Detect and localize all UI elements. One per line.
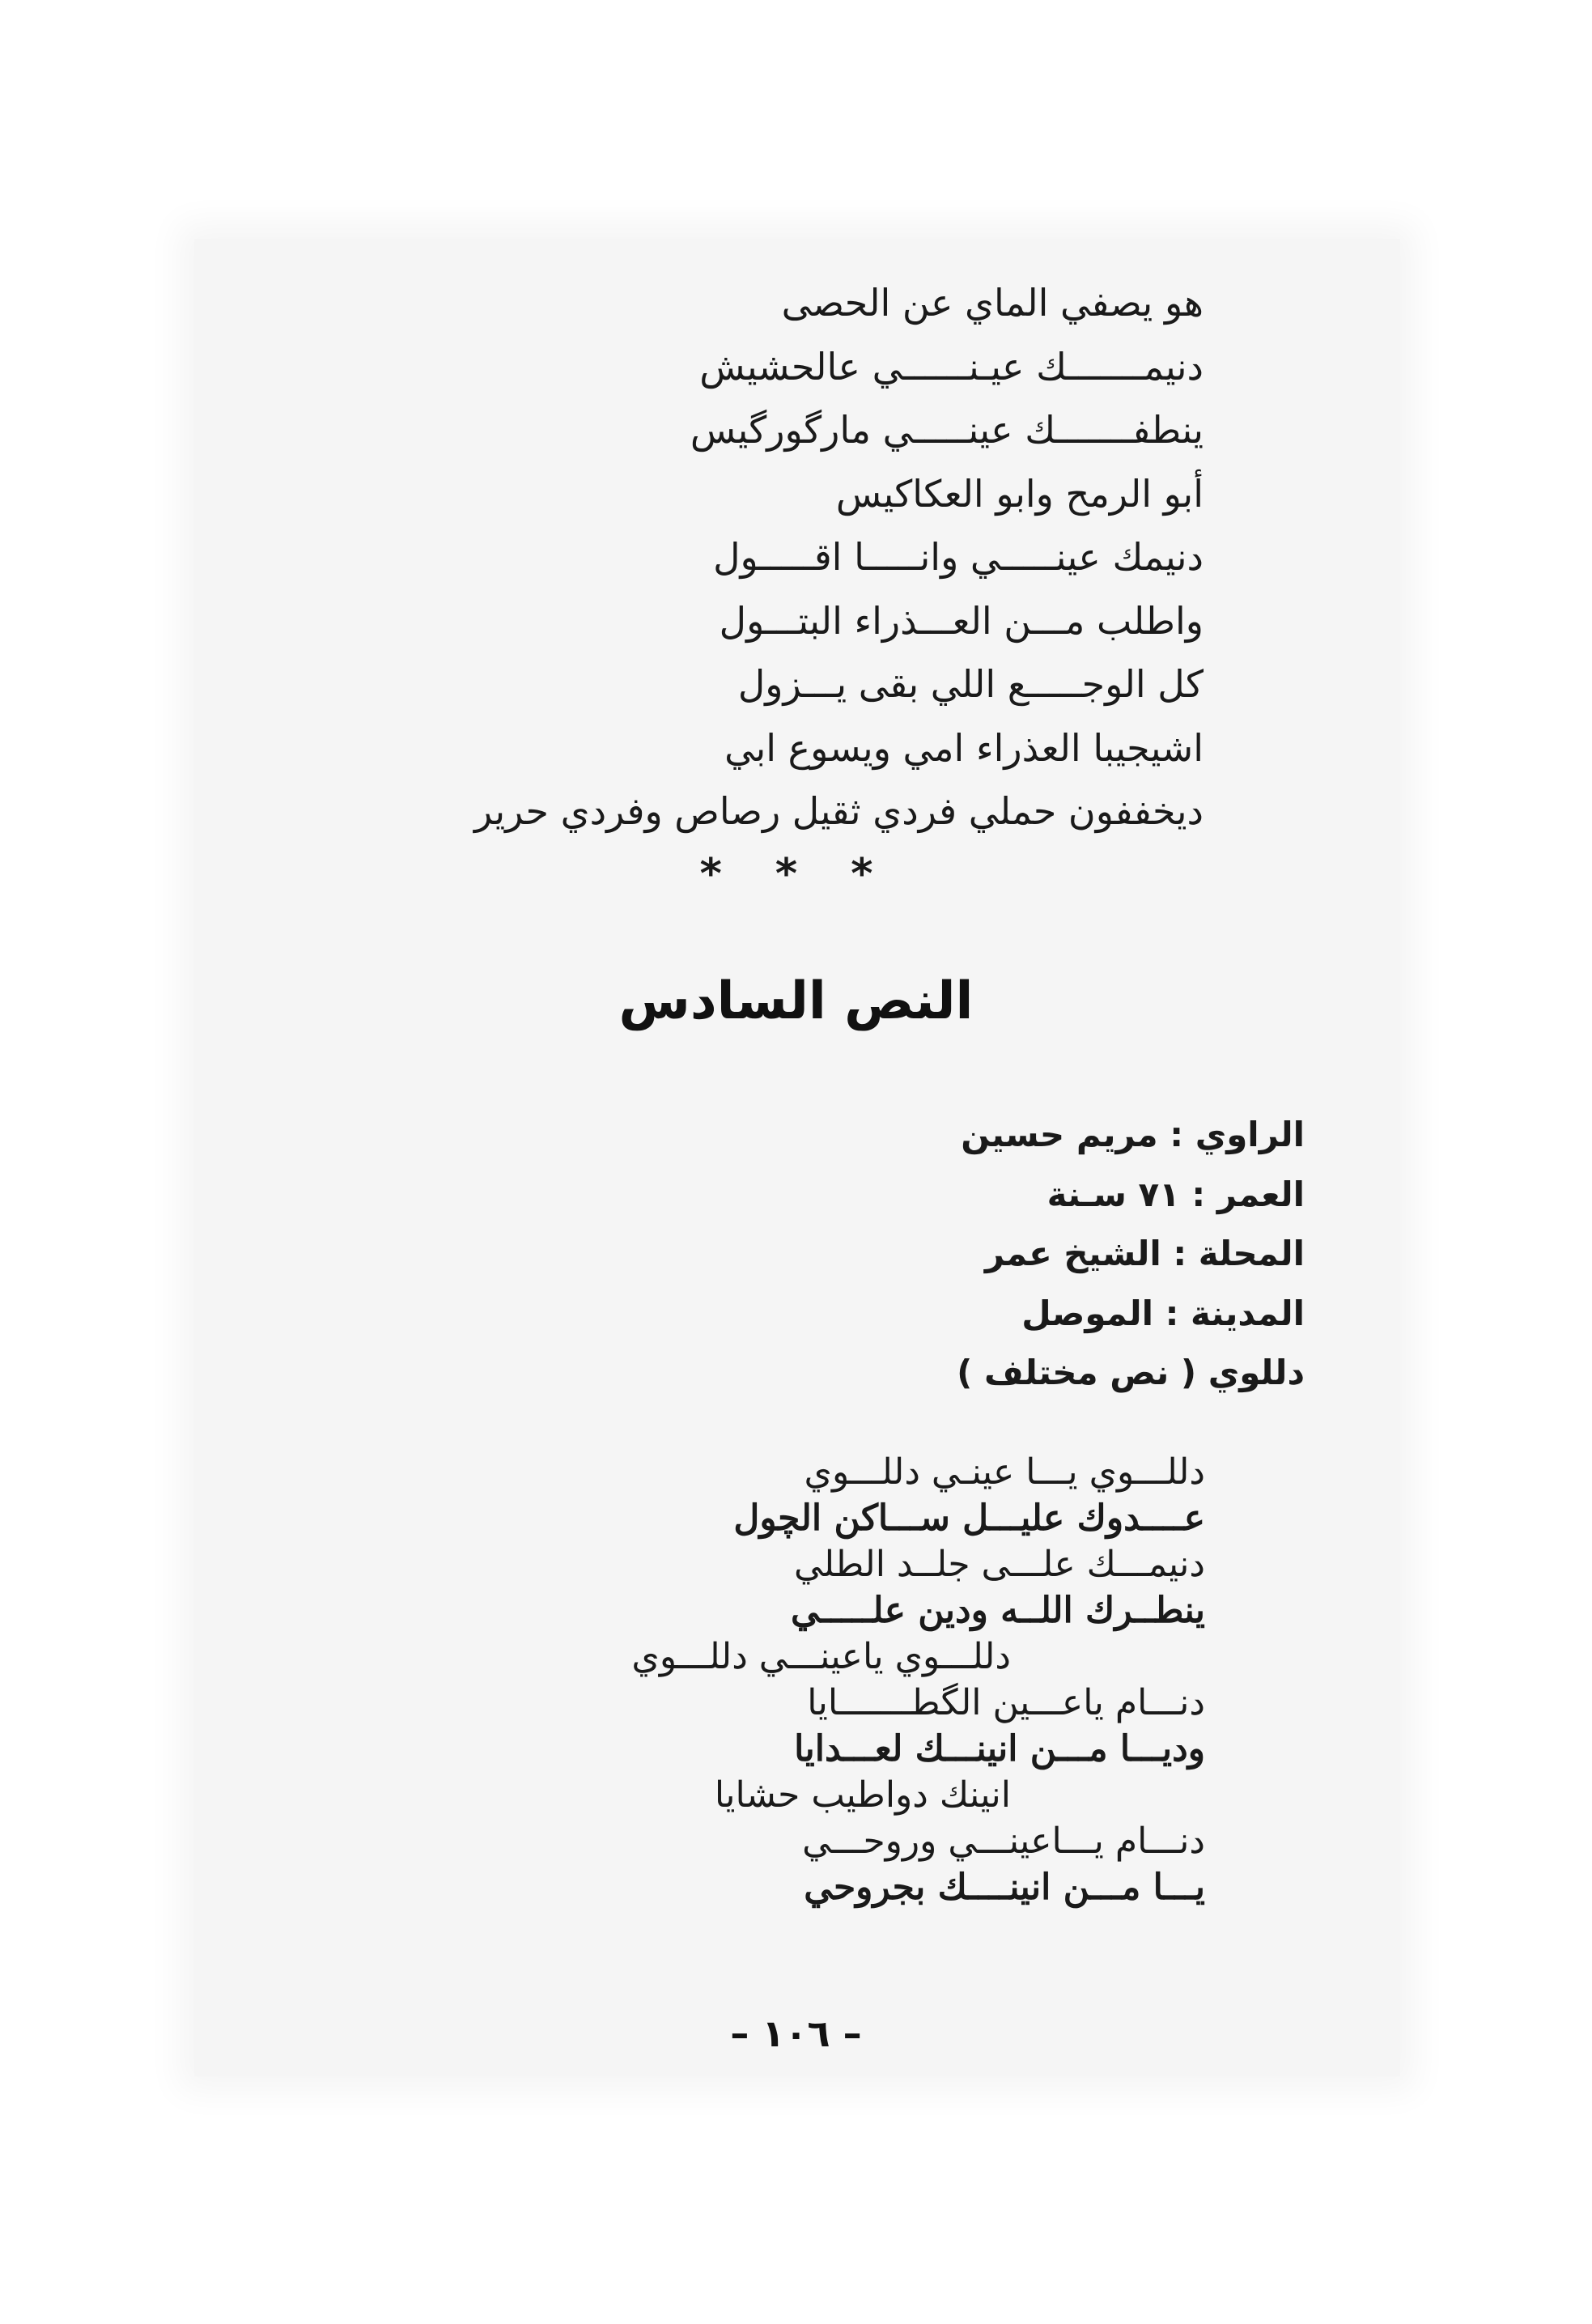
- verse-line: ديخففون حملي فردي ثقيل رصاص وفردي حرير: [473, 789, 1204, 833]
- verse-line: دنيمك عينـــــي وانـــــا اقـــــول: [713, 535, 1204, 579]
- verse-line: واطلب مـــن العـــذراء البتـــول: [719, 598, 1204, 643]
- section-separator: * * *: [699, 850, 893, 899]
- verse-line: انينك دواطيب حشايا: [714, 1774, 1011, 1816]
- narrator-info: [957, 1105, 1305, 1403]
- narrator-age: العمر : ٧١ سـنة: [1046, 1174, 1305, 1214]
- verse-line: أبو الرمح وابو العكاكيس: [835, 471, 1204, 516]
- verse-block-one: [474, 271, 1204, 843]
- verse-line: ينطفـــــــك عينـــــي مارگورگيس: [690, 408, 1204, 452]
- narrator-name: الراوي : مريم حسين: [961, 1115, 1305, 1154]
- verse-line: دللـــوي ياعينـــي دللـــوي: [631, 1636, 1011, 1677]
- verse-line: دنيمـــــــك عيـنــــــي عالحشيش: [699, 344, 1204, 389]
- narrator-neighborhood: المحلة : الشيخ عمر: [984, 1234, 1305, 1273]
- verse-line: عــــدوك عليـــل ســـاكن الچول: [733, 1498, 1205, 1539]
- verse-block-two: [631, 1449, 1205, 1910]
- verse-line: ينطــرك اللــه ودين علـــــي: [791, 1590, 1205, 1631]
- verse-line: دنيمـــك علـــى جلــد الطلي: [793, 1544, 1205, 1585]
- verse-line: دنـــام ياعـــين الگطـــــــايا: [807, 1682, 1205, 1723]
- verse-line: وديـــا مـــن انينـــك لعـــدايا: [794, 1728, 1205, 1770]
- verse-line: دنـــام يـــاعينـــي وروحـــي: [802, 1821, 1205, 1862]
- narrator-city: المدينة : الموصل: [1021, 1293, 1305, 1333]
- section-title: النص السادس: [618, 971, 974, 1031]
- verse-line: اشيجيبا العذراء امي ويسوع ابي: [724, 725, 1204, 770]
- verse-line: كل الوجـــــع اللي بقى يـــزول: [737, 662, 1204, 706]
- text-genre: دللوي ( نص مختلف ): [957, 1353, 1305, 1392]
- verse-line: يـــا مـــن انينــــك بجروحي: [804, 1867, 1205, 1908]
- verse-line: هو يصفي الماي عن الحصى: [781, 281, 1204, 325]
- verse-line: دللـــوي يـــا عينـي دللـــوي: [804, 1451, 1205, 1493]
- page-number: – ١٠٦ –: [730, 2012, 862, 2055]
